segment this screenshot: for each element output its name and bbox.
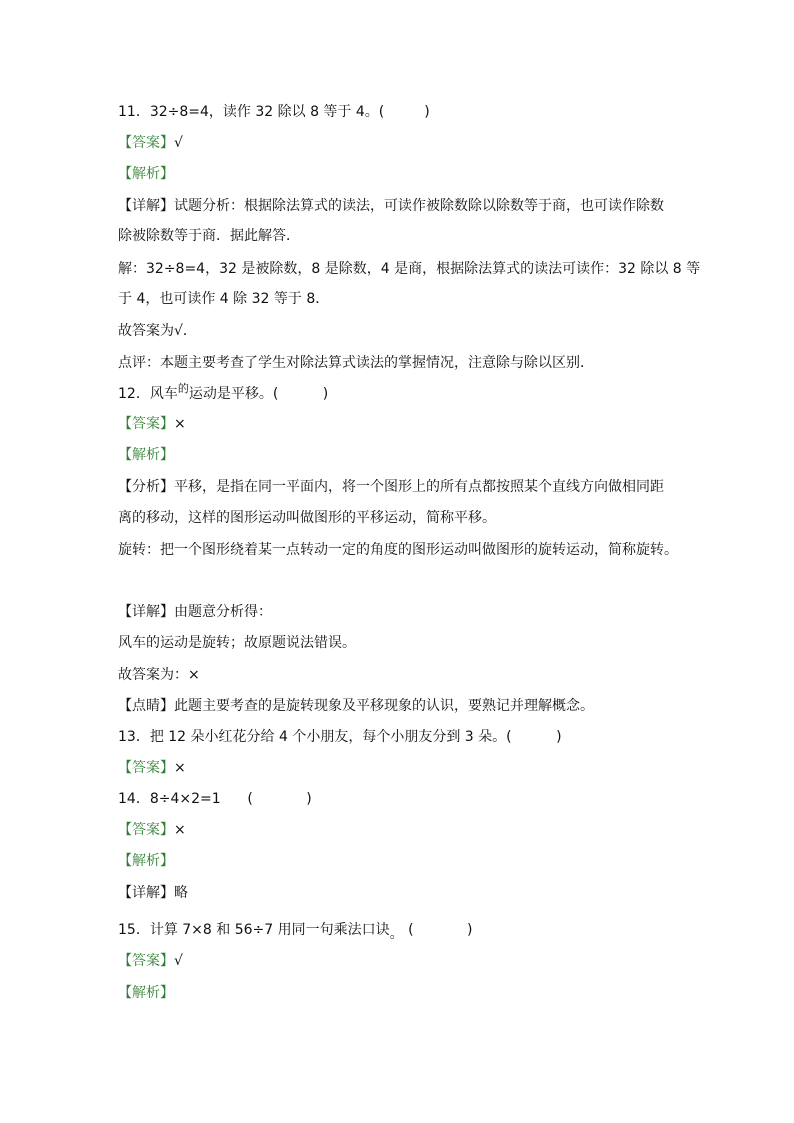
q12-answer-value: × [174, 416, 186, 432]
q12-dianjing-text: 此题主要考查的是旋转现象及平移现象的认识，要熟记并理解概念。 [174, 698, 594, 714]
q11-solution-line-2: 于 4，也可读作 4 除 32 等于 8． [118, 291, 330, 307]
q12-conclusion: 故答案为：× [118, 667, 200, 683]
q12-question-prefix: 12．风车 [118, 386, 178, 402]
q12-detail-line-2: 风车的运动是旋转；故原题说法错误。 [118, 635, 356, 651]
q14-answer-tag: 【答案】 [118, 822, 174, 838]
q11-analysis-tag: 【解析】 [118, 166, 174, 182]
q13-answer-tag: 【答案】 [118, 760, 174, 776]
q13-answer-line [118, 758, 186, 778]
q12-question-sup: 的 [177, 382, 189, 395]
q14-analysis-tag: 【解析】 [118, 853, 174, 869]
q15-question [118, 920, 472, 940]
q15-answer-tag: 【答案】 [118, 953, 174, 969]
q15-answer-line [118, 951, 183, 971]
q14-detail-text: 略 [174, 885, 188, 901]
q15-question-suffix: ( ) [403, 922, 473, 938]
q12-dianjing-tag: 【点睛】 [118, 698, 174, 714]
q12-fenxi-text-1: 平移，是指在同一平面内，将一个图形上的所有点都按照某个直线方向做相同距 [174, 479, 664, 495]
q11-solution-line-1: 解：32÷8=4，32 是被除数，8 是除数，4 是商，根据除法算式的读法可读作：32 除以 8 等 [118, 261, 701, 277]
q14-question: 14．8÷4×2=1 ( ) [118, 791, 312, 807]
q11-detail-line-2: 除被除数等于商．据此解答． [118, 228, 300, 244]
q15-analysis-tag: 【解析】 [118, 985, 174, 1001]
q15-answer-value: √ [174, 953, 183, 969]
q11-answer-tag: 【答案】 [118, 135, 174, 151]
q12-dianjing-line [118, 696, 594, 716]
q11-question: 11．32÷8=4，读作 32 除以 8 等于 4。( ) [118, 104, 430, 120]
q12-detail-line-1 [118, 602, 272, 622]
q12-question [118, 384, 328, 404]
q13-answer-value: × [174, 760, 186, 776]
q15-question-prefix: 15．计算 7×8 和 56÷7 用同一句乘法口诀 [118, 922, 390, 938]
q12-rotation-text: 旋转：把一个图形绕着某一点转动一定的角度的图形运动叫做图形的旋转运动，简称旋转。 [118, 542, 678, 558]
q11-detail-line-1 [118, 196, 664, 216]
q14-answer-line [118, 820, 186, 840]
q15-question-dot: 。 [389, 926, 404, 942]
q11-detail-tag: 【详解】 [118, 198, 174, 214]
q12-fenxi-tag: 【分析】 [118, 479, 174, 495]
q12-question-suffix: 运动是平移。( ) [188, 386, 329, 402]
q12-detail-tag: 【详解】 [118, 604, 174, 620]
q12-detail-text: 由题意分析得： [174, 604, 272, 620]
q11-answer-line [118, 133, 183, 153]
q12-answer-line [118, 414, 186, 434]
q12-analysis-tag: 【解析】 [118, 447, 174, 463]
q12-fenxi-line-2: 离的移动，这样的图形运动叫做图形的平移运动，简称平移。 [118, 510, 496, 526]
q14-answer-value: × [174, 822, 186, 838]
q11-detail-text-1: 试题分析：根据除法算式的读法，可读作被除数除以除数等于商，也可读作除数 [174, 198, 664, 214]
q14-detail-line [118, 883, 188, 903]
q13-question: 13．把 12 朵小红花分给 4 个小朋友，每个小朋友分到 3 朵。( ) [118, 729, 562, 745]
q12-fenxi-line-1 [118, 477, 664, 497]
q11-answer-value: √ [174, 135, 183, 151]
q11-conclusion: 故答案为√． [118, 323, 197, 339]
q11-comment: 点评：本题主要考查了学生对除法算式读法的掌握情况，注意除与除以区别． [118, 355, 594, 371]
q12-answer-tag: 【答案】 [118, 416, 174, 432]
q14-detail-tag: 【详解】 [118, 885, 174, 901]
